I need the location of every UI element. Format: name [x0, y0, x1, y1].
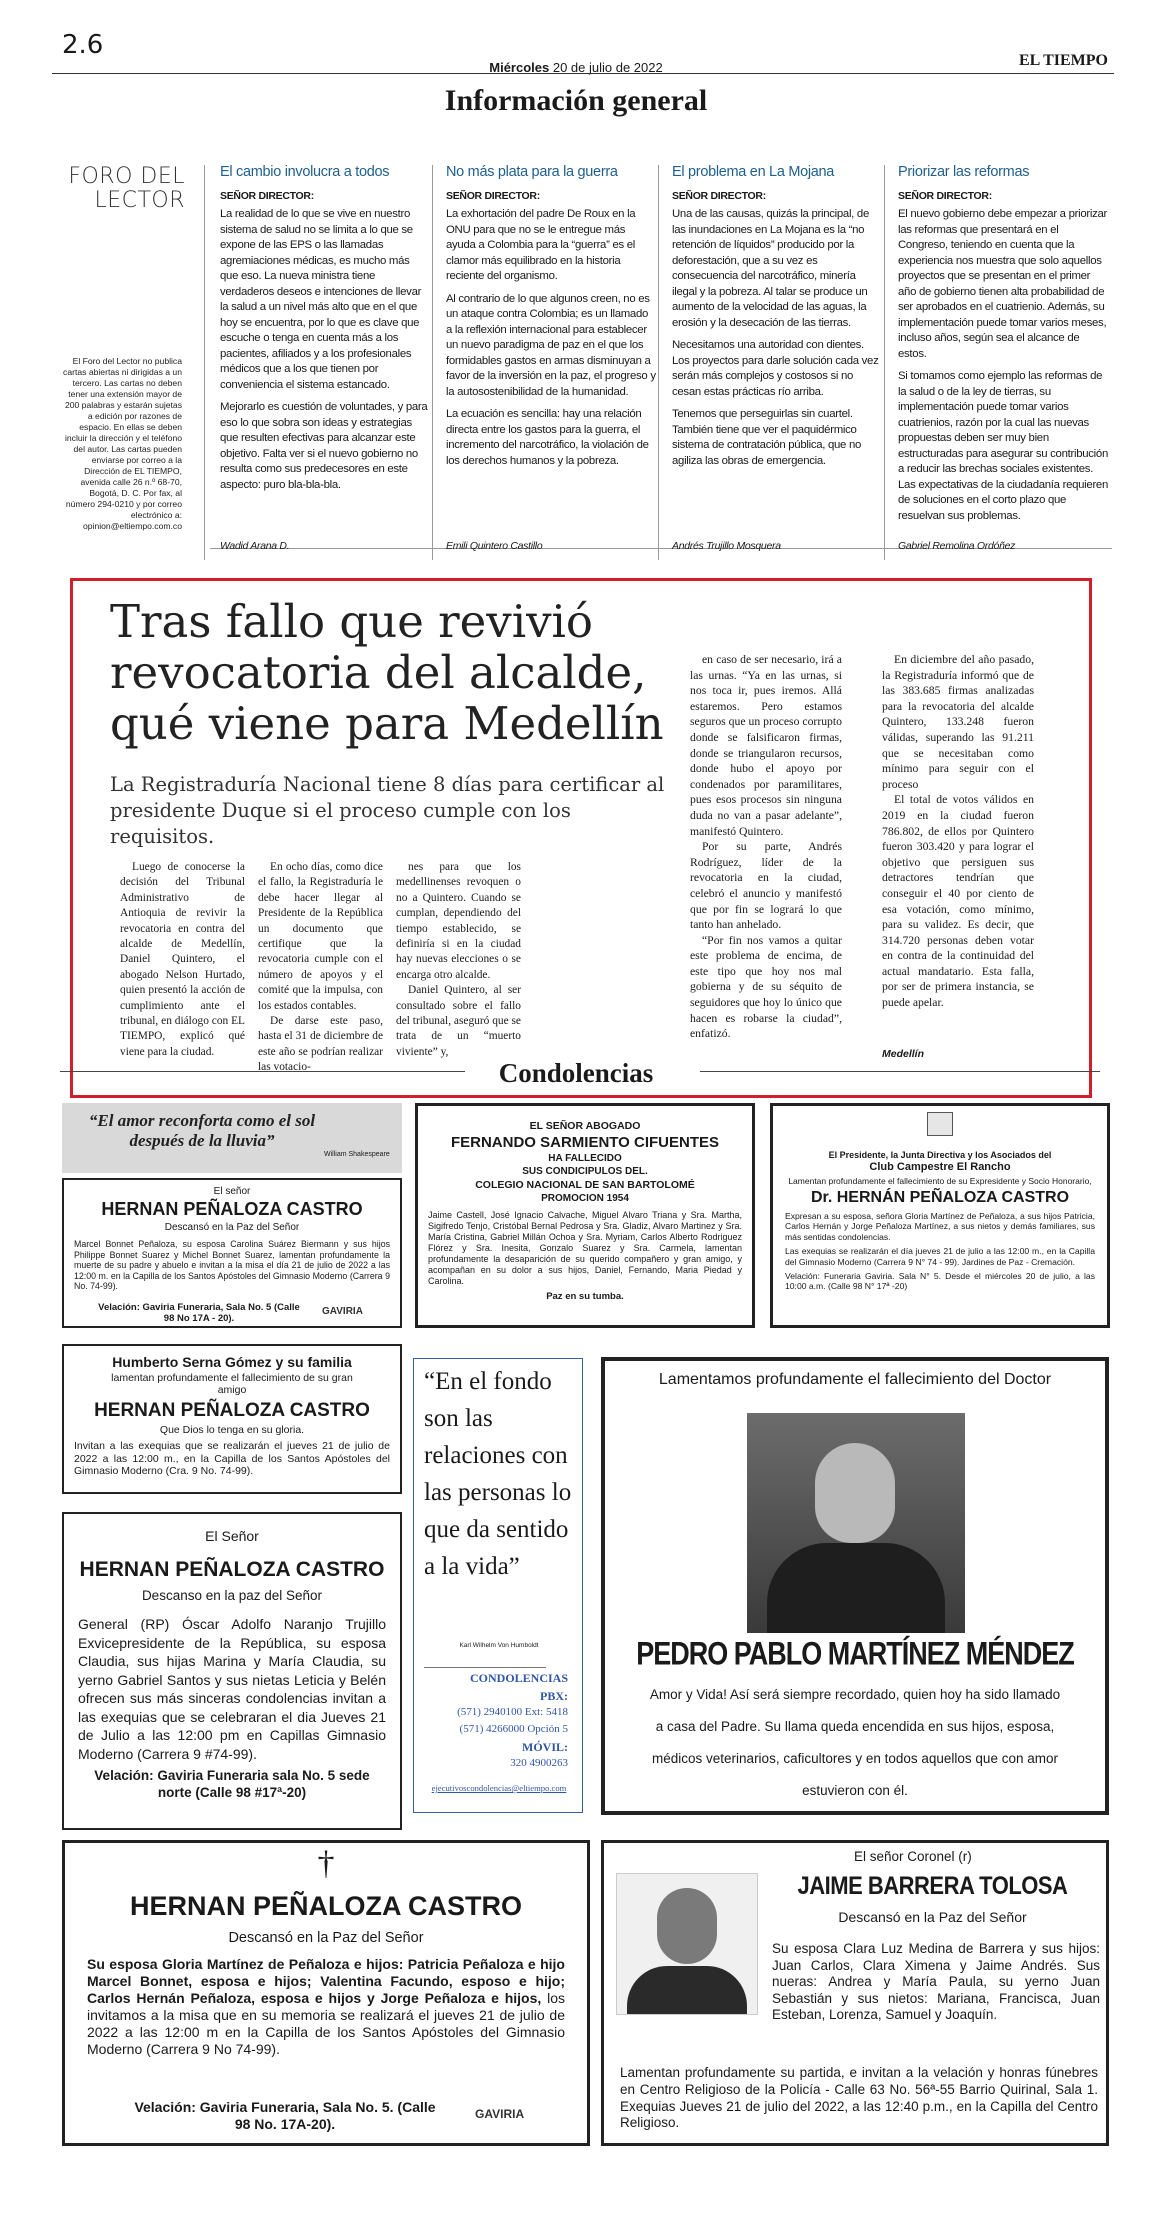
ad-line: Descansó en la Paz del Señor	[838, 1909, 1027, 1925]
ad-velacion: Velación: Gaviria Funeraria, Sala No. 5 (Calle 98 No 17A - 20).	[98, 1302, 300, 1324]
portrait-photo	[616, 1873, 758, 2015]
pbx-number[interactable]: (571) 4266000 Opción 5	[459, 1723, 568, 1735]
contact-email-link[interactable]: ejecutivoscondolencias@eltiempo.com	[431, 1783, 567, 1793]
ad-line: Lamentan profundamente el fallecimiento de su Expresidente y Socio Honorario,	[788, 1176, 1092, 1186]
ad-line: lamentan profundamente el fallecimiento de su gran amigo	[111, 1372, 353, 1396]
movil-number[interactable]: 320 4900263	[510, 1757, 568, 1769]
letter-paragraph: La ecuación es sencilla: hay una relación directa entre los gastos para la guerra, el incremento del narcotráfico, la violación de los derechos humanos y la pobreza.	[446, 408, 649, 467]
letter-signature: Wadid Arana D.	[220, 540, 290, 552]
foro-note: El Foro del Lector no publica cartas abiertas ni dirigidas a un tercero. Las cartas no deben tener una extensión mayor de 200 palabras y estarán sujetas a edición por razones de espacio. En ellas se deben incluir la dirección y el teléfono del autor. Las cartas pueden enviarse por correo a la Dirección de EL TIEMPO, avenida calle 26 n.º 68-70, Bogotá, D. C. Por fax, al número 294-0210 y por correo electrónico a: opinion@eltiempo.com.co	[63, 356, 182, 531]
contact-box	[413, 1358, 583, 1813]
article-paragraph: Daniel Quintero, al ser consultado sobre el fallo del tribunal, aseguró que se trata de un “muerto viviente” y,	[396, 984, 521, 1058]
letter-2	[446, 164, 656, 552]
ad-body: Jaime Castell, José Ignacio Calvache, Miguel Alvaro Triana y Sra. Martha, Sigifredo Tenjo, Cristóbal Bernal Pedrosa y Sra. Gladiz, Alvaro Martinez y Sra. María Cristina, Gabriel Millán Ochoa y Sra. Myriam, Carlos Alberto Rodriguez Flórez y Sra. Inesita, Gonzalo Suarez y Sra. Carmela, lamentan profundamente la desaparición de su querido compañero y gran amigo, y acompañan en su dolor a sus hijos, Daniel, Fernando, Maria Piedad y Carolina.	[428, 1210, 742, 1286]
ad-name: PEDRO PABLO MARTÍNEZ MÉNDEZ	[636, 1635, 1074, 1672]
club-emblem-icon	[927, 1112, 953, 1136]
ad-name: HERNAN PEÑALOZA CASTRO	[101, 1199, 363, 1219]
ad-line: médicos veterinarios, caficultores y en todos aquellos que con amor	[652, 1751, 1058, 1766]
ad-pre: El Señor	[205, 1528, 259, 1544]
ad-head: Lamentamos profundamente el fallecimiento del Doctor	[658, 1371, 1052, 1388]
article-subhead: La Registraduría Nacional tiene 8 días para certificar al presidente Duque si el proceso cumple con los requisitos.	[110, 773, 665, 848]
condolence-ad	[601, 1840, 1109, 2146]
ad-velacion: Velación: Gaviria Funeraria, Sala No. 5. (Calle 98 No. 17A-20).	[134, 2099, 436, 2132]
quote-author: William Shakespeare	[324, 1151, 390, 1158]
column-divider	[884, 165, 885, 560]
header-rule	[52, 73, 1114, 74]
gaviria-logo: GAVIRIA	[322, 1306, 363, 1317]
portrait-suit	[627, 1966, 747, 2014]
article-column-3	[396, 860, 521, 1060]
pbx-label: PBX:	[540, 1689, 568, 1703]
ad-club: Club Campestre El Rancho	[869, 1161, 1011, 1173]
date-rest: 20 de julio de 2022	[552, 60, 663, 75]
ad-line: EL SEÑOR ABOGADO	[529, 1120, 641, 1132]
pbx-number[interactable]: (571) 2940100 Ext: 5418	[457, 1706, 568, 1718]
ad-body: Expresan a su esposa, señora Gloria Martínez de Peñaloza, a sus hijos Patricia, Carlos Hernán y Jorge Peñaloza Martínez, a sus nietos y demás familiares, sus más sentidas condolencias.	[785, 1211, 1095, 1242]
ad-line: PROMOCION 1954	[541, 1193, 629, 1204]
date-day: Miércoles	[489, 60, 550, 75]
ad-velacion: Velación: Gaviria Funeraria sala No. 5 sede norte (Calle 98 #17ª-20)	[94, 1768, 370, 1800]
article-paragraph: Luego de conocerse la decisión del Tribunal Administrativo de Antioquia de revivir la revocatoria en contra del alcalde de Medellín, Daniel Quintero, el abogado Nelson Hurtado, quien presentó la acción de cumplimiento ante el tribunal, en diálogo con EL TIEMPO, explicó qué viene para la ciudad.	[120, 861, 245, 1058]
ad-body: Marcel Bonnet Peñaloza, su esposa Carolina Suárez Biermann y sus hijos Philippe Bonnet Suarez y Michel Bonnet Suarez, lamentan profundamente la muerte de su padre y abuelo e invitan a la misa el día 21 de julio de 2022 a las 12:00 m. en la Capilla de los Santos Apóstoles del Gimnasio Moderno (Carrera 9 No. 74-99).	[74, 1239, 390, 1291]
letter-paragraph: Mejorarlo es cuestión de voluntades, y para eso lo que sobra son ideas y estrategias que resulten efectivas para alcanzar este objetivo. Falta ver si el nuevo gobierno no resulta como sus predecesores en este aspecto: puro bla-bla-bla.	[220, 401, 428, 491]
ad-name: HERNAN PEÑALOZA CASTRO	[94, 1400, 370, 1421]
letter-paragraph: La realidad de lo que se vive en nuestro sistema de salud no se limita a lo que se expone de las EPS o las llamadas agremiaciones médicas, es mucho más que eso. La nueva ministra tiene verdaderos deseos e intenciones de llevar la salud a un nivel más alto que en el que hoy se encuentra, por lo que es clave que escuche o tenga en cuenta más a los pacientes, afiliados y a los profesionales médicos que a los que tienen por conveniencia el sistema estancado.	[220, 208, 422, 391]
letter-salutation: SEÑOR DIRECTOR:	[672, 190, 766, 202]
letter-4	[898, 164, 1109, 552]
ad-line: a casa del Padre. Su llama queda encendida en sus hijos, esposa,	[655, 1719, 1055, 1734]
condolence-ad	[62, 1840, 590, 2146]
quote-banner	[62, 1103, 402, 1173]
ad-misa: Las exequias se realizarán el día jueves 21 de julio a las 12:00 m., en la Capilla del Gimnasio Moderno (Carrera 9 N° 74 - 99). Jardines de Paz - Cremación.	[785, 1246, 1095, 1267]
condolence-ad	[62, 1344, 402, 1494]
ad-body: Lamentan profundamente su partida, e invitan a la velación y honras fúnebres en Centro Religioso de la Policía - Calle 63 No. 56ª-55 Barrio Quirinal, Sala 1. Exequias Jueves 21 de julio del 2022, a las 12:40 p.m., en la Capilla del Centro Religioso.	[620, 2065, 1098, 2131]
article-paragraph: Por su parte, Andrés Rodríguez, líder de la revocatoria en la ciudad, celebró el anuncio y manifestó que por fin se logrará lo que tanto han anhelado.	[690, 840, 842, 932]
quote-author: Karl Wilhelm Von Humboldt	[459, 1642, 539, 1649]
ad-velacion: Velación: Funeraria Gaviria. Sala N° 5. Desde el miércoles 20 de julio, a las 10:00 a.m. (Calle 98 N° 17ª -20)	[785, 1271, 1095, 1292]
ad-name: HERNAN PEÑALOZA CASTRO	[129, 1891, 522, 1921]
ad-body-bold: Su esposa Gloria Martínez de Peñaloza e hijos: Patricia Peñaloza e hijo Marcel Bonnet, esposa e hijos; Valentina Facundo, esposo e hijo; Carlos Hernán Peñaloza, esposa e hijos y Jorge Peñaloza e hijos,	[87, 1956, 565, 2006]
article-paragraph: En diciembre del año pasado, la Registraduría informó que de las 383.685 firmas analizadas para la revocatoria del alcalde Quintero, 133.248 fueron válidas, superando las 91.211 que se necesitaban como mínimo para seguir con el proceso	[882, 653, 1034, 791]
ad-line: Amor y Vida! Así será siempre recordado, quien hoy ha sido llamado	[649, 1687, 1061, 1702]
ad-line: Descansó en la Paz del Señor	[164, 1222, 300, 1233]
quote-text: “En el fondo son las relaciones con las personas lo que da sentido a la vida”	[424, 1368, 572, 1580]
letter-paragraph: Al contrario de lo que algunos creen, no es un ataque contra Colombia; es un llamado a la reflexión internacional para establecer un nuevo paradigma de paz en el que los formidables gastos en armas disminuyan a favor de la inversión en la paz, el progreso y la autosostenibilidad de la humanidad.	[446, 292, 656, 398]
ad-body: Invitan a las exequias que se realizarán el jueves 21 de julio de 2022 a las 12:00 m., en la Capilla de los Santos Apóstoles del Gimnasio Moderno (Cra. 9 No. 74-99).	[74, 1440, 390, 1477]
section-rule-right	[700, 1071, 1100, 1072]
letter-3	[672, 164, 882, 552]
letter-paragraph: La exhortación del padre De Roux en la ONU para que no se le entregue más ayuda a Colombia para la “guerra” es el clamor más equilibrado en la historia reciente del organismo.	[446, 208, 636, 282]
letter-salutation: SEÑOR DIRECTOR:	[220, 190, 314, 202]
gaviria-logo: GAVIRIA	[475, 2107, 525, 2121]
article-paragraph: De darse este paso, hasta el 31 de diciembre de este año se podrían realizar las votacio-	[258, 1015, 383, 1074]
letter-salutation: SEÑOR DIRECTOR:	[446, 190, 540, 202]
portrait-suit	[767, 1543, 945, 1633]
ad-body: Su esposa Clara Luz Medina de Barrera y sus hijos: Juan Carlos, Clara Ximena y Jaime Andrés. Sus nueras: Andrea y María Paula, su yerno Juan Sebastián y sus nietos: Mariana, Francisca, Juan Esteban, Lorenza, Samuel y Joaquín.	[772, 1941, 1100, 2023]
article-byline: Medellín	[882, 1048, 925, 1060]
brand-logo: EL TIEMPO	[1018, 52, 1108, 69]
letter-paragraph: El nuevo gobierno debe empezar a priorizar las reformas que presentará en el Congreso, teniendo en cuenta que la experiencia nos muestra que solo aquellos proyectos que se presentan en el primer año de gobierno tienen alta probabilidad de ser aprobados en el cuatrienio. Además, su implementación puede tomar varios meses, incluso años, según sea el alcance de estos.	[898, 208, 1108, 360]
rule	[424, 1667, 546, 1668]
ad-name: Dr. HERNÁN PEÑALOZA CASTRO	[810, 1189, 1070, 1206]
article-paragraph: El total de votos válidos en 2019 en la ciudad fueron 786.802, de ellos por Quintero fueron 303.420 y para lograr el objetivo que persiguen sus detractores tendrían que conseguir el 40 por ciento de esa votación, como mínimo, para su validez. Es decir, que 314.720 personas deben votar en contra de la continuidad del actual mandatario. Esta falla, por ser de primera instancia, se puede apelar.	[882, 793, 1034, 1010]
letter-signature: Andrés Trujillo Mosquera	[672, 540, 781, 552]
article-column-5	[882, 652, 1034, 1011]
section-title: Información general	[444, 84, 708, 117]
movil-label: MÓVIL:	[522, 1740, 568, 1754]
ad-line: estuvieron con él.	[802, 1783, 908, 1798]
letter-paragraph: Tenemos que perseguirlas sin cuartel. También tiene que ver el paquidérmico sistema de contratación pública, que no agiliza las obras de emergencia.	[672, 408, 862, 467]
ad-pre: El señor	[213, 1186, 251, 1197]
ad-line: Descanso en la paz del Señor	[141, 1588, 323, 1603]
letter-paragraph: Necesitamos una autoridad con dientes. Los proyectos para darle solución cada vez serán más complejos y costosos si no cesan estas prácticas río arriba.	[672, 339, 879, 398]
portrait-photo	[747, 1413, 965, 1633]
ad-foot: Paz en su tumba.	[546, 1291, 624, 1302]
article-paragraph: en caso de ser necesario, irá a las urnas. “Ya en las urnas, si nos toca ir, pues iremos. Allá estaremos. Pero estamos seguros que un proceso corrupto donde se falsificaron firmas, donde se triangularon recursos, donde hubo el apoyo por condenados por paramilitares, pues esos procesos sin ninguna duda no van a pasar adelante”, manifestó Quintero.	[690, 653, 842, 838]
portrait-head	[657, 1888, 717, 1964]
letter-title: El cambio involucra a todos	[220, 164, 390, 180]
column-divider	[204, 165, 205, 560]
letter-title: No más plata para la guerra	[446, 164, 618, 180]
article-paragraph: nes para que los medellinenses revoquen o no a Quintero. Cuando se cumplan, dependiendo del tiempo establecido, se definiría si en la ciudad hay nuevas elecciones o se encarga otro alcalde.	[396, 861, 521, 981]
ad-body-regular: los invitamos a la misa que en su memoria se realizará el jueves 21 de julio de 2022 a las 12:00 m en la Capilla de los Santos Apóstoles del Gimnasio Moderno (Carrera 9 No 74-99).	[87, 1990, 565, 2057]
ad-line: Humberto Serna Gómez y su familia	[112, 1354, 352, 1370]
ad-line: SUS CONDICIPULOS DEL.	[522, 1166, 648, 1177]
condolence-ad	[415, 1103, 755, 1328]
ad-line: El Presidente, la Junta Directiva y los Asociados del	[828, 1150, 1052, 1160]
letter-signature: Gabriel Remolina Ordóñez	[898, 540, 1016, 552]
article-headline: Tras fallo que revivió revocatoria del alcalde, qué viene para Medellín	[110, 595, 664, 750]
condolencias-title: Condolencias	[498, 1058, 654, 1088]
article-paragraph: “Por fin nos vamos a quitar este problema de encima, de este tipo que hoy nos mal gobierna y de su séquito de seguidores que hoy lo único que hacen es robarse la ciudad”, enfatizó.	[690, 933, 842, 1041]
ad-body: General (RP) Óscar Adolfo Naranjo Trujillo Exvicepresidente de la República, su esposa Claudia, sus hijas Marina y María Claudia, su yerno Gabriel Santos y sus nietas Leticia y Belén ofrecen sus más sinceras condolencias invitan a las exequias que se celebraran el dia Jueves 21 de Julio a las 12:00 pm en Capillas Gimnasio Moderno (Carrera 9 #74-99).	[78, 1616, 386, 1762]
letter-paragraph: Si tomamos como ejemplo las reformas de la salud o de la ley de tierras, su implementación puede tomar varios cuatrienios, razón por la cual las nuevas propuestas deben ser muy bien estructuradas para asegurar su contribución a reducir las brechas sociales existentes. Las expectativas de la ciudadanía requieren de soluciones en el corto plazo que resuelvan sus problemas.	[898, 370, 1109, 522]
letter-1	[220, 164, 430, 552]
foro-title-line2: LECTOR	[94, 188, 185, 213]
cross-icon: †	[317, 1845, 335, 1882]
column-divider	[658, 165, 659, 560]
contact-label: CONDOLENCIAS	[469, 1671, 568, 1685]
ad-line: Que Dios lo tenga en su gloria.	[159, 1424, 305, 1436]
condolence-ad	[601, 1357, 1109, 1815]
letter-salutation: SEÑOR DIRECTOR:	[898, 190, 992, 202]
foro-title-line1: FORO DEL	[68, 164, 185, 189]
article-paragraph: En ocho días, como dice el fallo, la Registraduría le debe hacer llegar al Presidente de la República un documento que certifique que la revocatoria cumple con el número de apoyos y el comité que la impulsa, con los estados contables.	[258, 861, 383, 1012]
ad-name: JAIME BARRERA TOLOSA	[797, 1871, 1068, 1900]
ad-line: HA FALLECIDO	[548, 1153, 622, 1164]
ad-name: HERNAN PEÑALOZA CASTRO	[79, 1558, 385, 1581]
article-column-1	[120, 860, 245, 1060]
ad-pre: El señor Coronel (r)	[854, 1849, 972, 1864]
letter-paragraph: Una de las causas, quizás la principal, de las inundaciones en La Mojana es la “no retención de líquidos” producido por la deforestación, que a su vez es consecuencia del narcotráfico, minería ilegal y la pobreza. Al talar se produce un aumento de la velocidad de las aguas, la erosión y la desecación de las tierras.	[672, 208, 869, 329]
letter-title: Priorizar las reformas	[898, 164, 1030, 180]
quote-text: “El amor reconforta como el sol después de la lluvia”	[88, 1111, 316, 1150]
foro-title	[60, 165, 185, 213]
letter-signature: Emili Quintero Castillo	[446, 540, 543, 552]
article-column-4	[690, 652, 842, 1042]
condolence-ad	[62, 1512, 402, 1830]
portrait-head	[815, 1443, 895, 1543]
article-column-2	[258, 860, 383, 1076]
ad-body	[87, 1956, 565, 2058]
ad-name: FERNANDO SARMIENTO CIFUENTES	[450, 1134, 720, 1151]
condolence-ad	[770, 1103, 1110, 1328]
page-number: 2.6	[62, 30, 104, 60]
ad-line: COLEGIO NACIONAL DE SAN BARTOLOMÉ	[475, 1179, 695, 1191]
ad-line: Descansó en la Paz del Señor	[228, 1930, 424, 1946]
letter-title: El problema en La Mojana	[672, 164, 835, 180]
column-divider	[432, 165, 433, 560]
condolence-ad	[62, 1178, 402, 1328]
